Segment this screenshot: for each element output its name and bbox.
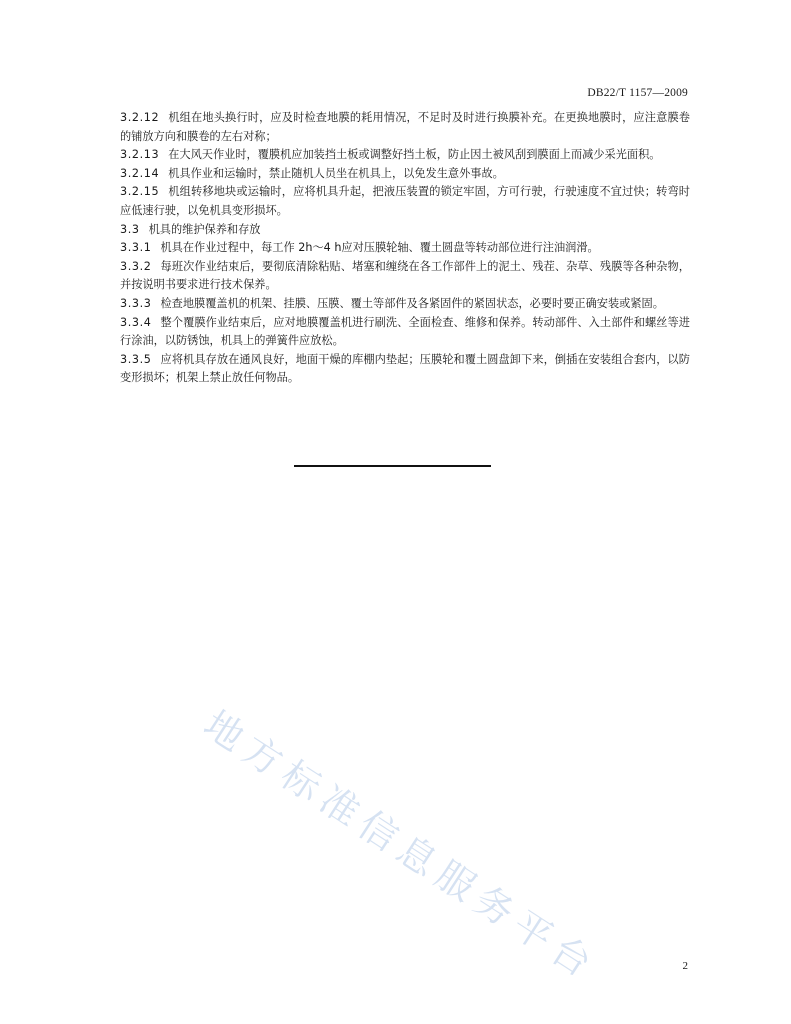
clause-text: 机组在地头换行时，应及时检查地膜的耗用情况，不足时及时进行换膜补充。在更换地膜时，应注意膜卷的铺放方向和膜卷的左右对称；	[120, 111, 690, 143]
document-body	[120, 109, 690, 388]
clause-number: 3.2.12	[120, 111, 160, 124]
clause-text: 机组转移地块或运输时，应将机具升起，把液压装置的锁定牢固，方可行驶，行驶速度不宜过快；转弯时应低速行驶，以免机具变形损坏。	[120, 185, 690, 217]
section-heading-3-3	[120, 221, 690, 240]
watermark: 地方标准信息服务平台	[196, 701, 606, 990]
clause-3-2-13	[120, 146, 690, 165]
clause-number: 3.3.4	[120, 315, 152, 329]
section-number: 3.3	[120, 222, 140, 236]
end-of-document-rule	[294, 465, 491, 467]
document-code-header: DB22/T 1157—2009	[587, 87, 688, 99]
clause-number: 3.3.5	[120, 352, 152, 366]
clause-text: 检查地膜覆盖机的机架、挂膜、压膜、覆土等部件及各紧固件的紧固状态，必要时要正确安装或紧固。	[160, 296, 664, 310]
clause-text: 机具作业和运输时，禁止随机人员坐在机具上，以免发生意外事故。	[168, 166, 504, 180]
clause-number: 3.2.13	[120, 148, 160, 162]
clause-text: 每班次作业结束后，要彻底清除粘贴、堵塞和缠绕在各工作部件上的泥土、残茬、杂草、残膜等各种杂物，并按说明书要求进行技术保养。	[120, 259, 690, 292]
section-title: 机具的维护保养和存放	[148, 222, 261, 236]
page-number: 2	[682, 960, 688, 972]
clause-3-3-5	[120, 351, 690, 388]
clause-3-3-2	[120, 258, 690, 295]
clause-number: 3.3.2	[120, 259, 152, 273]
clause-3-3-3	[120, 295, 690, 314]
clause-number: 3.3.1	[120, 241, 152, 255]
clause-text: 整个覆膜作业结束后，应对地膜覆盖机进行刷洗、全面检查、维修和保养。转动部件、入土部件和螺丝等进行涂油，以防锈蚀，机具上的弹簧件应放松。	[120, 315, 690, 348]
clause-number: 3.2.15	[120, 185, 160, 199]
clause-3-2-15	[120, 183, 690, 220]
clause-number: 3.2.14	[120, 166, 160, 180]
clause-3-2-14	[120, 165, 690, 184]
clause-text: 应将机具存放在通风良好，地面干燥的库棚内垫起；压膜轮和覆土圆盘卸下来，倒插在安装组合套内，以防变形损坏；机架上禁止放任何物品。	[120, 352, 690, 385]
clause-text: 机具在作业过程中，每工作 2h～4 h应对压膜轮轴、覆土圆盘等转动部位进行注油润滑。	[160, 241, 599, 255]
clause-3-2-12	[120, 109, 690, 146]
clause-text: 在大风天作业时，覆膜机应加装挡土板或调整好挡土板，防止因土被风刮到膜面上而减少采光面积。	[168, 148, 661, 162]
clause-number: 3.3.3	[120, 296, 152, 310]
clause-3-3-4	[120, 314, 690, 351]
clause-3-3-1	[120, 239, 690, 258]
